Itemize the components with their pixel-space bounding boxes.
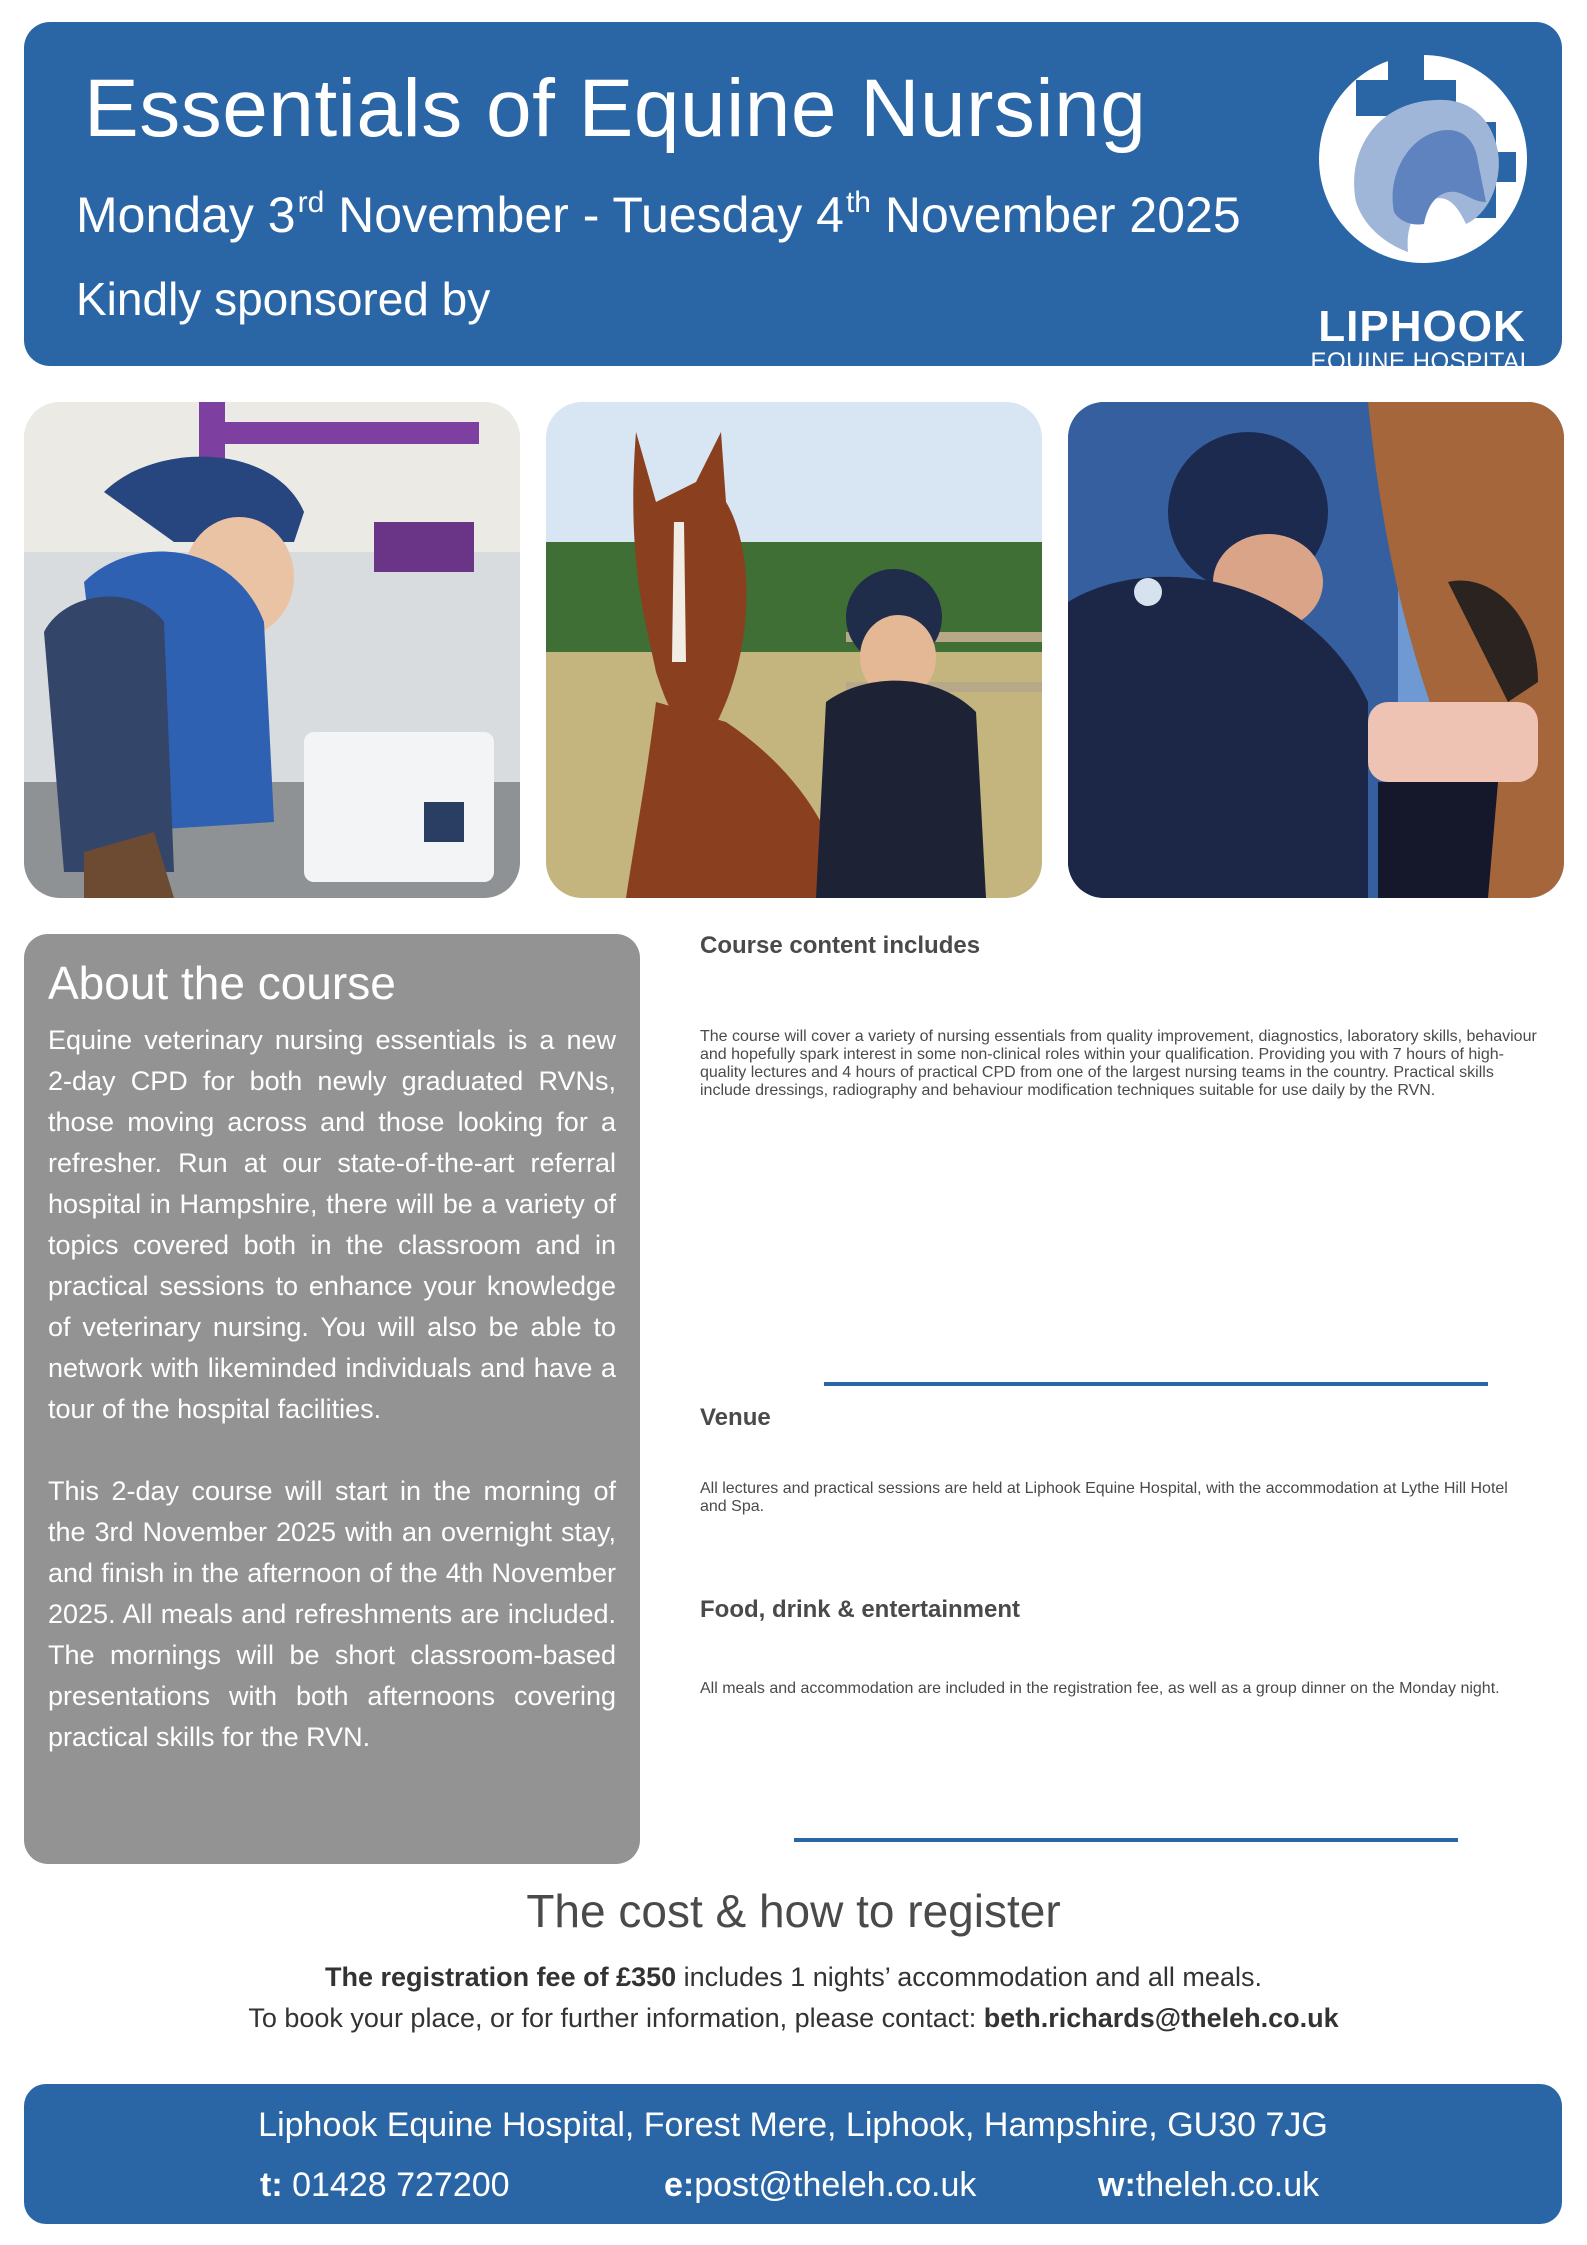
about-heading: About the course [48, 957, 396, 1009]
food-heading: Food, drink & entertainment [700, 1596, 1021, 1623]
header-banner [24, 22, 1562, 375]
food-text: All meals and accommodation are included in the registration fee, as well as a group dinner on the Monday night. [700, 1680, 1500, 1697]
logo-name: LIPHOOK [1318, 302, 1526, 351]
cost-heading: The cost & how to register [526, 1885, 1061, 1937]
date-end: November 2025 [871, 187, 1241, 243]
page-title: Essentials of Equine Nursing [84, 63, 1147, 154]
footer-phone[interactable] [260, 2166, 510, 2205]
email-label: e: [664, 2166, 695, 2204]
liphook-logo [1304, 52, 1540, 375]
photo-nurse-xray [24, 402, 520, 898]
footer-address: Liphook Equine Hospital, Forest Mere, Liphook, Hampshire, GU30 7JG [258, 2106, 1328, 2144]
footer-website[interactable] [1098, 2166, 1319, 2205]
date-day1-suffix: rd [297, 186, 325, 219]
venue-heading: Venue [700, 1404, 771, 1431]
divider [824, 1382, 1488, 1386]
phone-label: t: [260, 2166, 283, 2204]
course-content-heading: Course content includes [700, 932, 981, 959]
photo-nurse-with-horse [546, 402, 1042, 898]
footer-banner [24, 2084, 1562, 2224]
about-course-panel [24, 934, 640, 1864]
about-paragraph-2: This 2-day course will start in the morning of the 3rd November 2025 with an overnight stay, and finish in the afternoon of the 4th November 2025. All meals and refreshments are included. The mornings will be short classroom-based presentations with both afternoons covering practical skills for the RVN. [48, 1476, 616, 1752]
web-address: theleh.co.uk [1135, 2166, 1320, 2204]
about-paragraph-1: Equine veterinary nursing essentials is a new 2-day CPD for both newly graduated RVNs, those moving across and those looking for a refresher. Run at our state-of-the-art referral hospital in Hampshire, there will be a variety of topics covered both in the classroom and in practical sessions to enhance your knowledge of veterinary nursing. You will also be able to network with likeminded individuals and have a tour of the hospital facilities. [48, 1025, 616, 1424]
photo-nurse-bandaging [1068, 402, 1564, 898]
contact-email-link[interactable]: beth.richards@theleh.co.uk [983, 2003, 1339, 2033]
registration-fee-line [0, 1962, 1587, 1993]
email-address: post@theleh.co.uk [694, 2166, 977, 2204]
phone-number: 01428 727200 [282, 2166, 510, 2204]
event-dates [76, 186, 1241, 244]
logo-subtitle: EQUINE HOSPITAL [1310, 348, 1534, 375]
venue-text: All lectures and practical sessions are held at Liphook Equine Hospital, with the accommodation at Lythe Hill Hotel and Spa. [700, 1480, 1508, 1515]
web-label: w: [1098, 2166, 1136, 2204]
fee-rest: includes 1 nights’ accommodation and all meals. [676, 1962, 1262, 1992]
course-content-text: The course will cover a variety of nursing essentials from quality improvement, diagnostics, laboratory skills, behaviour and hopefully spark interest in some non-clinical roles within your qualification. Providing you with 7 hours of high-quality lectures and 4 hours of practical CPD from one of the largest nursing teams in the country. Practical skills include dressings, radiography and behaviour modification techniques suitable for use daily by the RVN. [700, 1028, 1537, 1099]
sponsor-text: Kindly sponsored by [76, 273, 491, 325]
contact-text: To book your place, or for further information, please contact: [248, 2003, 984, 2033]
fee-bold: The registration fee of £350 [325, 1962, 677, 1992]
horse-head-cross-icon [1316, 52, 1530, 266]
date-middle: November - Tuesday 4 [324, 187, 844, 243]
contact-line [0, 2003, 1587, 2034]
divider [794, 1838, 1458, 1842]
date-day1: Monday 3 [76, 187, 296, 243]
footer-email[interactable] [664, 2166, 976, 2205]
date-day2-suffix: th [845, 186, 871, 219]
